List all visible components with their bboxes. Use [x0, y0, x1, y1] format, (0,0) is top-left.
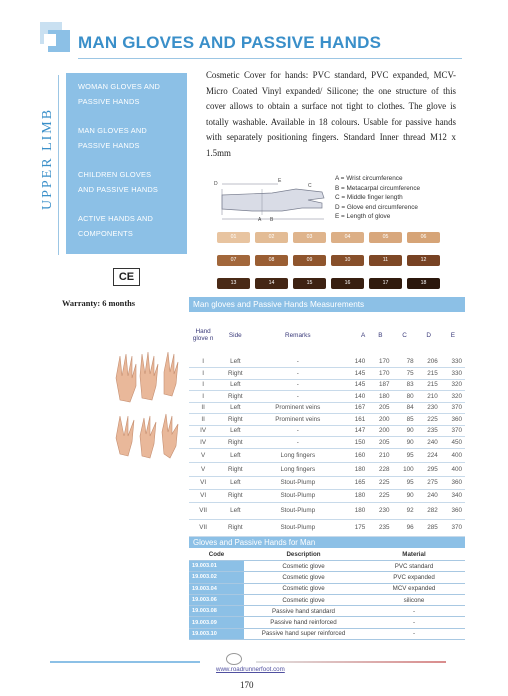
table-row: [189, 594, 465, 605]
table-cell: PVC standard: [363, 561, 465, 572]
table-cell: Right: [217, 462, 253, 476]
colour-swatch: 10: [331, 255, 364, 266]
legend-item: A = Wrist circumference: [335, 175, 403, 182]
table-row: [189, 572, 465, 583]
table-cell: PVC expanded: [363, 572, 465, 583]
table-cell: 95: [392, 448, 416, 462]
table-cell: 210: [368, 448, 392, 462]
menu-item-active-hands[interactable]: [78, 211, 188, 241]
table-cell: 330: [441, 356, 465, 368]
diagram-label-e: E: [278, 178, 282, 184]
colour-swatch: 16: [331, 278, 364, 289]
legend-item: D = Glove end circumference: [335, 203, 418, 211]
colour-swatch: 13: [217, 278, 250, 289]
menu-item-label: COMPONENTS: [78, 229, 133, 238]
table-cell: 19.003.09: [189, 617, 244, 628]
menu-item-label: PASSIVE HANDS: [78, 97, 140, 106]
section-divider: [58, 75, 59, 255]
table-cell: 205: [368, 402, 392, 414]
menu-item-label: WOMAN GLOVES AND: [78, 82, 161, 91]
table-cell: Prominent veins: [253, 414, 342, 426]
colour-swatch: 01: [217, 232, 250, 243]
column-header: Description: [244, 548, 363, 561]
table-cell: -: [253, 356, 342, 368]
table-cell: Cosmetic glove: [244, 583, 363, 594]
table-cell: 96: [392, 519, 416, 536]
table-cell: VII: [189, 502, 217, 519]
table-cell: Right: [217, 368, 253, 380]
page-title: MAN GLOVES AND PASSIVE HANDS: [78, 33, 382, 52]
products-title: [189, 537, 465, 548]
table-row: [189, 437, 465, 449]
table-cell: Left: [217, 379, 253, 391]
menu-item-label: MAN GLOVES AND: [78, 126, 147, 135]
warranty-note: Warranty: 6 months: [62, 299, 136, 308]
table-cell: 180: [342, 502, 368, 519]
table-row: [189, 356, 465, 368]
colour-swatch: 14: [255, 278, 288, 289]
column-header: A: [361, 331, 366, 339]
table-cell: 275: [417, 476, 441, 489]
table-cell: I: [189, 391, 217, 403]
column-header: Remarks: [284, 331, 311, 339]
menu-item-label: ACTIVE HANDS AND: [78, 214, 154, 223]
table-cell: VI: [189, 476, 217, 489]
table-cell: Right: [217, 519, 253, 536]
table-cell: 370: [441, 425, 465, 437]
table-row: [189, 379, 465, 391]
table-cell: 80: [392, 391, 416, 403]
table-cell: -: [253, 379, 342, 391]
table-cell: -: [363, 606, 465, 617]
diagram-label-d: D: [214, 181, 218, 187]
table-cell: Cosmetic glove: [244, 572, 363, 583]
diagram-label-b: B: [270, 217, 274, 223]
product-description: Cosmetic Cover for hands: PVC standard, PVC expanded, MCV-Micro Coated Vinyl expanded/ Silicone; the one structure of this cover allows to obtain a surface not tight to clothes. The glove is totally washable. Available in 18 colours. Usable for passive hands with separately positioning fingers. Standard Inner thread M12 x 1.5mm: [206, 70, 456, 158]
table-cell: Right: [217, 489, 253, 502]
table-cell: V: [189, 448, 217, 462]
table-row: [189, 617, 465, 628]
table-cell: 78: [392, 356, 416, 368]
table-cell: 282: [417, 502, 441, 519]
table-cell: 370: [441, 402, 465, 414]
table-cell: 370: [441, 519, 465, 536]
table-row: [189, 402, 465, 414]
colour-swatch: 08: [255, 255, 288, 266]
table-cell: 170: [368, 368, 392, 380]
table-cell: I: [189, 379, 217, 391]
table-cell: Passive hand reinforced: [244, 617, 363, 628]
table-cell: 19.003.10: [189, 628, 244, 639]
table-cell: 19.003.01: [189, 561, 244, 572]
table-row: [189, 462, 465, 476]
colour-swatch: 09: [293, 255, 326, 266]
ce-mark: CE: [113, 268, 140, 286]
table-cell: Stout-Plump: [253, 489, 342, 502]
column-header: Hand glove n: [192, 328, 214, 342]
table-cell: 161: [342, 414, 368, 426]
table-cell: Cosmetic glove: [244, 561, 363, 572]
measurements-title: [189, 297, 465, 312]
table-cell: 200: [368, 425, 392, 437]
legend-item: E = Length of glove: [335, 213, 391, 221]
table-cell: -: [363, 617, 465, 628]
table-cell: 92: [392, 502, 416, 519]
table-cell: VII: [189, 519, 217, 536]
table-row: [189, 519, 465, 536]
table-cell: 215: [417, 368, 441, 380]
column-header: Side: [228, 331, 242, 339]
table-cell: 240: [417, 489, 441, 502]
table-cell: MCV expanded: [363, 583, 465, 594]
table-cell: 320: [441, 379, 465, 391]
footer-logo-icon: [226, 653, 242, 665]
glove-diagram: [212, 175, 332, 223]
table-cell: 330: [441, 368, 465, 380]
table-cell: 19.003.02: [189, 572, 244, 583]
table-row: [189, 391, 465, 403]
table-cell: 320: [441, 391, 465, 403]
column-header: C: [402, 331, 407, 339]
table-cell: 228: [368, 462, 392, 476]
table-cell: Right: [217, 414, 253, 426]
table-cell: 140: [342, 356, 368, 368]
table-cell: Right: [217, 437, 253, 449]
table-cell: 140: [342, 391, 368, 403]
table-cell: silicone: [363, 594, 465, 605]
table-cell: 145: [342, 368, 368, 380]
table-cell: 150: [342, 437, 368, 449]
table-cell: I: [189, 356, 217, 368]
table-row: [189, 583, 465, 594]
table-cell: -: [363, 628, 465, 639]
table-cell: 235: [417, 425, 441, 437]
table-row: [189, 489, 465, 502]
table-cell: 360: [441, 414, 465, 426]
table-row: [189, 628, 465, 639]
table-cell: 180: [368, 391, 392, 403]
table-cell: Left: [217, 356, 253, 368]
measurements-header-row: [189, 314, 465, 356]
measurements-table: [189, 314, 465, 537]
table-row: [189, 425, 465, 437]
products-header-row: [189, 548, 465, 561]
column-header: Code: [189, 548, 244, 561]
table-cell: 235: [368, 519, 392, 536]
table-cell: 224: [417, 448, 441, 462]
table-cell: 225: [368, 476, 392, 489]
table-cell: 170: [368, 356, 392, 368]
colour-swatch: 11: [369, 255, 402, 266]
column-header: E: [450, 331, 456, 339]
table-cell: Stout-Plump: [253, 502, 342, 519]
website-link[interactable]: www.roadrunnerfoot.com: [216, 666, 285, 673]
products-title-text: Gloves and Passive Hands for Man: [193, 538, 316, 547]
table-cell: 240: [417, 437, 441, 449]
table-cell: 230: [368, 502, 392, 519]
table-cell: Left: [217, 425, 253, 437]
table-cell: Stout-Plump: [253, 476, 342, 489]
table-cell: 400: [441, 462, 465, 476]
table-cell: 95: [392, 476, 416, 489]
table-cell: 167: [342, 402, 368, 414]
table-cell: 200: [368, 414, 392, 426]
table-row: [189, 476, 465, 489]
table-cell: VI: [189, 489, 217, 502]
table-cell: -: [253, 425, 342, 437]
table-cell: 295: [417, 462, 441, 476]
table-cell: 180: [342, 462, 368, 476]
column-header: B: [378, 331, 383, 339]
table-cell: -: [253, 437, 342, 449]
table-cell: 210: [417, 391, 441, 403]
table-cell: 90: [392, 489, 416, 502]
table-cell: II: [189, 414, 217, 426]
colour-swatch: 02: [255, 232, 288, 243]
table-cell: 187: [368, 379, 392, 391]
colour-swatch: 04: [331, 232, 364, 243]
table-cell: 165: [342, 476, 368, 489]
table-cell: Prominent veins: [253, 402, 342, 414]
menu-item-label: PASSIVE HANDS: [78, 141, 140, 150]
table-cell: Left: [217, 448, 253, 462]
table-cell: 360: [441, 502, 465, 519]
column-header: Material: [363, 548, 465, 561]
table-cell: 215: [417, 379, 441, 391]
table-cell: I: [189, 368, 217, 380]
table-cell: 285: [417, 519, 441, 536]
table-cell: Left: [217, 502, 253, 519]
table-row: [189, 414, 465, 426]
table-cell: 450: [441, 437, 465, 449]
table-cell: II: [189, 402, 217, 414]
colour-swatch: 17: [369, 278, 402, 289]
category-menu: [66, 73, 187, 254]
table-cell: 175: [342, 519, 368, 536]
table-cell: IV: [189, 437, 217, 449]
table-cell: 230: [417, 402, 441, 414]
table-cell: 90: [392, 437, 416, 449]
table-cell: 160: [342, 448, 368, 462]
colour-swatch: 05: [369, 232, 402, 243]
footer-line-right: [256, 661, 446, 663]
diagram-label-c: C: [308, 183, 312, 189]
table-cell: 84: [392, 402, 416, 414]
section-label: UPPER LIMB: [40, 107, 55, 210]
colour-swatch: 07: [217, 255, 250, 266]
menu-item-man[interactable]: [78, 123, 188, 153]
table-cell: 19.003.08: [189, 606, 244, 617]
table-row: [189, 448, 465, 462]
table-cell: 360: [441, 476, 465, 489]
table-cell: Stout-Plump: [253, 519, 342, 536]
table-cell: 225: [417, 414, 441, 426]
table-cell: 205: [368, 437, 392, 449]
table-row: [189, 502, 465, 519]
column-header: D: [426, 331, 432, 339]
table-cell: 85: [392, 414, 416, 426]
table-cell: 206: [417, 356, 441, 368]
legend-item: C = Middle finger length: [335, 194, 403, 202]
table-cell: IV: [189, 425, 217, 437]
title-divider: [78, 58, 462, 59]
measurements-title-text: Man gloves and Passive Hands Measurements: [193, 300, 365, 309]
hand-photos: [112, 350, 182, 460]
menu-item-woman[interactable]: [78, 79, 188, 109]
table-row: [189, 606, 465, 617]
menu-item-label: AND PASSIVE HANDS: [78, 185, 159, 194]
table-cell: Passive hand super reinforced: [244, 628, 363, 639]
table-cell: Right: [217, 391, 253, 403]
table-cell: 340: [441, 489, 465, 502]
legend-item: B = Metacarpal circumference: [335, 184, 421, 192]
diagram-label-a: A: [258, 217, 262, 223]
table-cell: 145: [342, 379, 368, 391]
table-cell: V: [189, 462, 217, 476]
table-cell: Left: [217, 476, 253, 489]
table-cell: Left: [217, 402, 253, 414]
table-cell: 225: [368, 489, 392, 502]
table-cell: Long fingers: [253, 448, 342, 462]
table-cell: -: [253, 391, 342, 403]
menu-item-label: CHILDREN GLOVES: [78, 170, 152, 179]
table-row: [189, 561, 465, 572]
table-cell: 19.003.04: [189, 583, 244, 594]
colour-swatch: 15: [293, 278, 326, 289]
page-number: 170: [240, 680, 254, 690]
table-cell: 180: [342, 489, 368, 502]
table-cell: 400: [441, 448, 465, 462]
colour-swatch: 06: [407, 232, 440, 243]
table-cell: 90: [392, 425, 416, 437]
colour-swatch: 18: [407, 278, 440, 289]
products-table: [189, 548, 465, 640]
table-cell: 19.003.06: [189, 594, 244, 605]
table-cell: Long fingers: [253, 462, 342, 476]
diagram-legend: [335, 174, 420, 222]
footer-line-left: [50, 661, 200, 663]
menu-item-children[interactable]: [78, 167, 188, 197]
table-row: [189, 368, 465, 380]
table-cell: Passive hand standard: [244, 606, 363, 617]
table-cell: -: [253, 368, 342, 380]
table-cell: 147: [342, 425, 368, 437]
colour-swatch: 03: [293, 232, 326, 243]
table-cell: 100: [392, 462, 416, 476]
table-cell: 75: [392, 368, 416, 380]
colour-swatch: 12: [407, 255, 440, 266]
table-cell: 83: [392, 379, 416, 391]
table-cell: Cosmetic glove: [244, 594, 363, 605]
